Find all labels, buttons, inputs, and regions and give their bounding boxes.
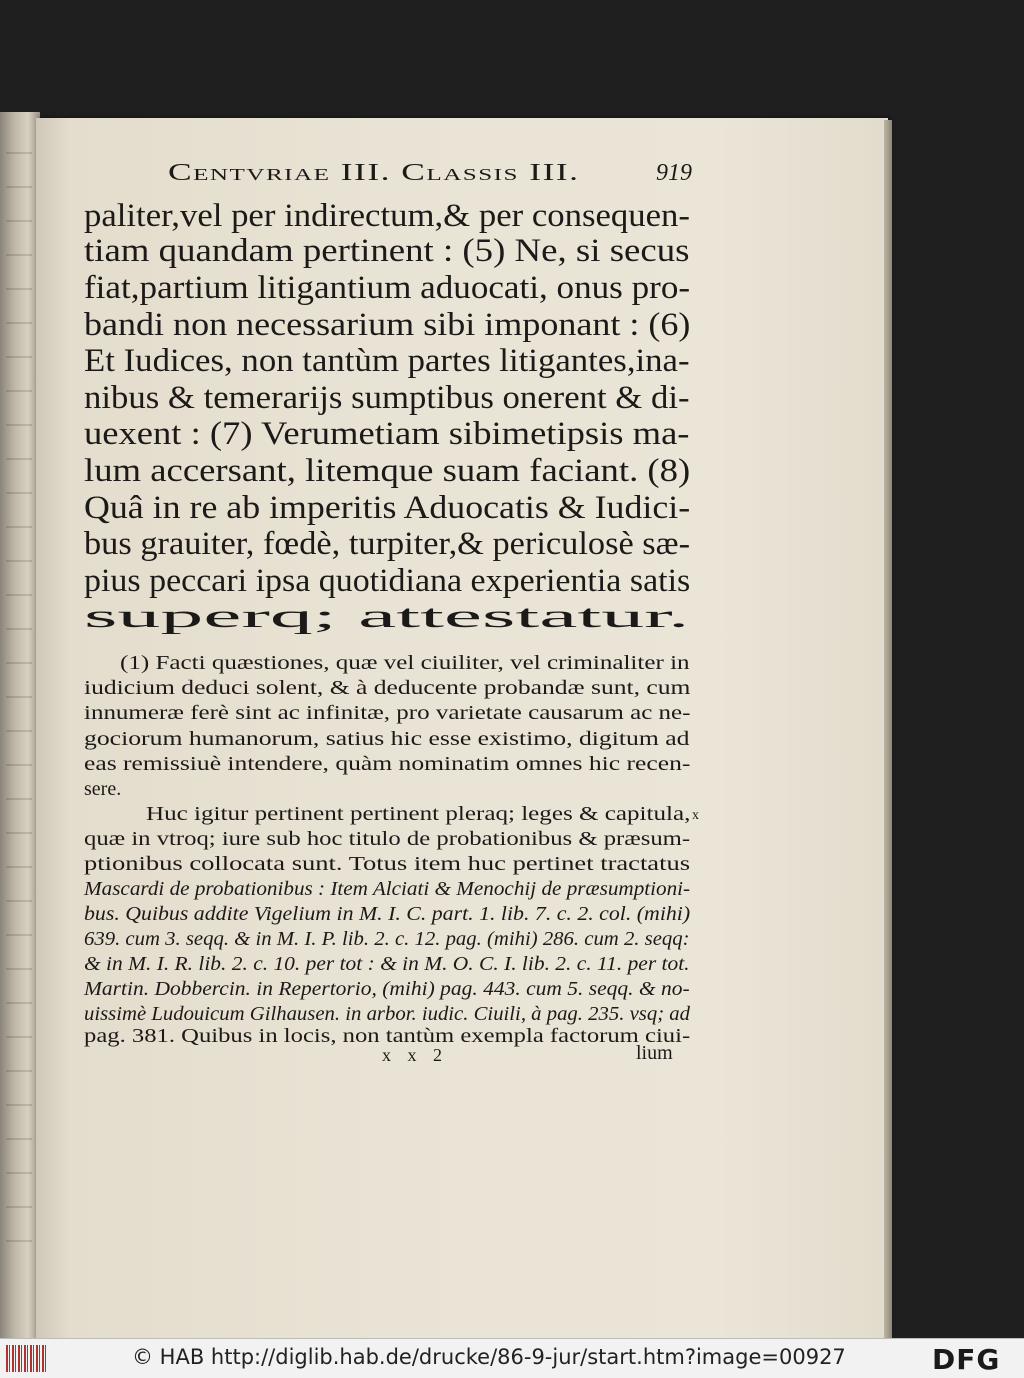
body-line: nibus & temerarijs sumptibus onerent & di-: [84, 380, 690, 416]
footer-bar: [0, 1338, 1024, 1378]
note-line: pag. 381. Quibus in locis, non tantùm exempla factorum ciui-: [84, 1025, 691, 1047]
margin-mark: x: [692, 808, 699, 823]
note-line: gociorum humanorum, satius hic esse existimo, digitum ad: [84, 728, 690, 750]
body-line: bus grauiter, fœdè, turpiter,& periculosè sæ-: [84, 526, 691, 562]
note-line: sere.: [84, 778, 122, 800]
note-line: iudicium deduci solent, & à deducente probandæ sunt, cum: [84, 677, 691, 699]
body-line: uexent : (7) Verumetiam sibimetipsis ma-: [84, 416, 690, 452]
page-number: 919: [656, 160, 692, 186]
note-line: Martin. Dobbercin. in Repertorio, (mihi) pag. 443. cum 5. seqq. & no-: [84, 978, 690, 1000]
note-line: eas remissiuè intendere, quàm nominatim omnes hic recen-: [84, 753, 691, 775]
body-line: Et Iudices, non tantùm partes litigantes,ina-: [84, 343, 690, 379]
body-line: Quâ in re ab imperitis Aduocatis & Iudici-: [84, 490, 691, 526]
page-edge-shadow: [884, 120, 892, 1338]
footer-copyright-link[interactable]: © HAB http://diglib.hab.de/drucke/86-9-jur/start.htm?image=00927: [132, 1345, 846, 1369]
body-line: tiam quandam pertinent : (5) Ne, si secus: [84, 233, 690, 269]
note-line: (1) Facti quæstiones, quæ vel ciuiliter, vel criminaliter in: [120, 652, 690, 674]
facing-page-edge: [0, 112, 40, 1338]
note-line: quæ in vtroq; iure sub hoc titulo de probationibus & præsum-: [84, 828, 691, 850]
note-line: innumeræ ferè sint ac infinitæ, pro varietate causarum ac ne-: [84, 702, 691, 724]
running-head: Centvriae III. Classis III.: [168, 160, 580, 186]
note-line: 639. cum 3. seqq. & in M. I. P. lib. 2. c. 12. pag. (mihi) 286. cum 2. seqq:: [84, 928, 690, 950]
body-line: lum accersant, litemque suam faciant. (8): [84, 453, 691, 489]
note-line: ptionibus collocata sunt. Totus item huc pertinet tractatus: [84, 853, 691, 875]
body-line: superq; attestatur.: [84, 599, 690, 635]
catchword: lium: [636, 1042, 673, 1064]
body-line: fiat,partium litigantium aduocati, onus pro-: [84, 270, 691, 306]
note-line: Huc igitur pertinent pertinent pleraq; leges & capitula,: [146, 803, 691, 825]
body-line: pius peccari ipsa quotidiana experientia satis: [84, 563, 691, 599]
note-line: uissimè Ludouicum Gilhausen. in arbor. iudic. Ciuili, à pag. 235. vsq; ad: [84, 1003, 691, 1025]
signature-mark: x x 2: [382, 1045, 448, 1065]
dfg-logo: DFG: [932, 1343, 1001, 1376]
barcode-icon: [6, 1345, 48, 1372]
note-line: & in M. I. R. lib. 2. c. 10. per tot : & in M. O. C. I. lib. 2. c. 11. per tot.: [84, 953, 690, 975]
body-line: paliter,vel per indirectum,& per consequen-: [84, 198, 690, 234]
body-line: bandi non necessarium sibi imponant : (6): [84, 307, 691, 343]
note-line: Mascardi de probationibus : Item Alciati & Menochij de præsumptioni-: [84, 878, 691, 900]
note-line: bus. Quibus addite Vigelium in M. I. C. part. 1. lib. 7. c. 2. col. (mihi): [84, 903, 691, 925]
